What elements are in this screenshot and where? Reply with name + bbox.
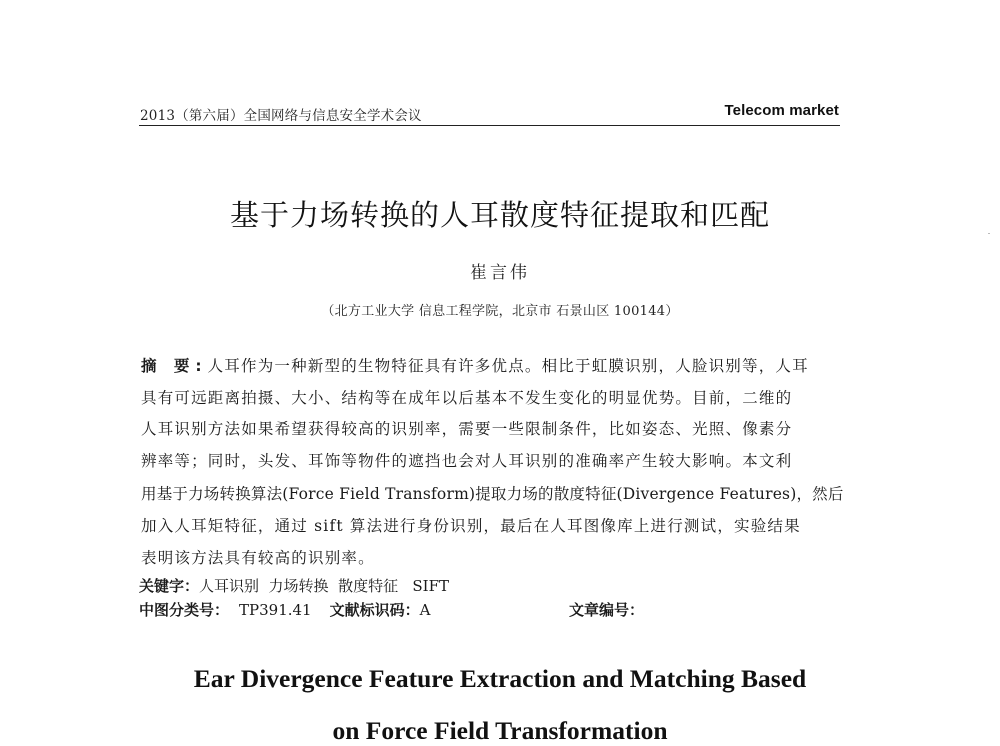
conference-header: 2013（第六届）全国网络与信息安全学术会议 xyxy=(140,108,422,124)
header-divider xyxy=(139,125,840,126)
abstract-line: 辨率等；同时，头发、耳饰等物件的遮挡也会对人耳识别的准确率产生较大影响。本文利 xyxy=(141,452,793,470)
journal-name: Telecom market xyxy=(724,102,839,119)
abstract-line: 人耳识别方法如果希望获得较高的识别率，需要一些限制条件，比如姿态、光照、像素分 xyxy=(141,420,793,438)
author-name: 崔言伟 xyxy=(470,263,530,283)
author-affiliation: （北方工业大学 信息工程学院，北京市 石景山区 100144） xyxy=(321,304,679,319)
keywords-value: 人耳识别 力场转换 散度特征 SIFT xyxy=(199,577,450,595)
abstract-text: 人耳作为一种新型的生物特征具有许多优点。相比于虹膜识别，人脸识别等，人耳 xyxy=(207,357,809,375)
clc-label: 中图分类号： xyxy=(139,601,230,619)
english-title-line2: on Force Field Transformation xyxy=(332,716,668,745)
clc-value: TP391.41 xyxy=(239,601,312,619)
article-number-label: 文章编号： xyxy=(569,601,645,619)
abstract-line: 表明该方法具有较高的识别率。 xyxy=(141,549,375,567)
doc-code-label: 文献标识码： xyxy=(329,601,420,619)
keywords-label: 关键字： xyxy=(139,577,200,595)
abstract-line: 用基于力场转换算法(Force Field Transform)提取力场的散度特征(Divergence Features)，然后 xyxy=(141,485,844,503)
paper-title: 基于力场转换的人耳散度特征提取和匹配 xyxy=(229,198,770,232)
english-title-line1: Ear Divergence Feature Extraction and Matching Based xyxy=(193,664,807,693)
abstract-line xyxy=(141,354,841,376)
classification-row xyxy=(139,599,645,620)
abstract-label: 摘 要: xyxy=(141,357,208,375)
scan-speck xyxy=(988,233,990,234)
doc-code-value: A xyxy=(419,601,431,619)
abstract-line: 具有可远距离拍摄、大小、结构等在成年以后基本不发生变化的明显优势。目前，二维的 xyxy=(141,389,793,407)
keywords-row xyxy=(139,575,449,596)
abstract-line: 加入人耳矩特征，通过 sift 算法进行身份识别，最后在人耳图像库上进行测试，实验结果 xyxy=(141,517,801,535)
